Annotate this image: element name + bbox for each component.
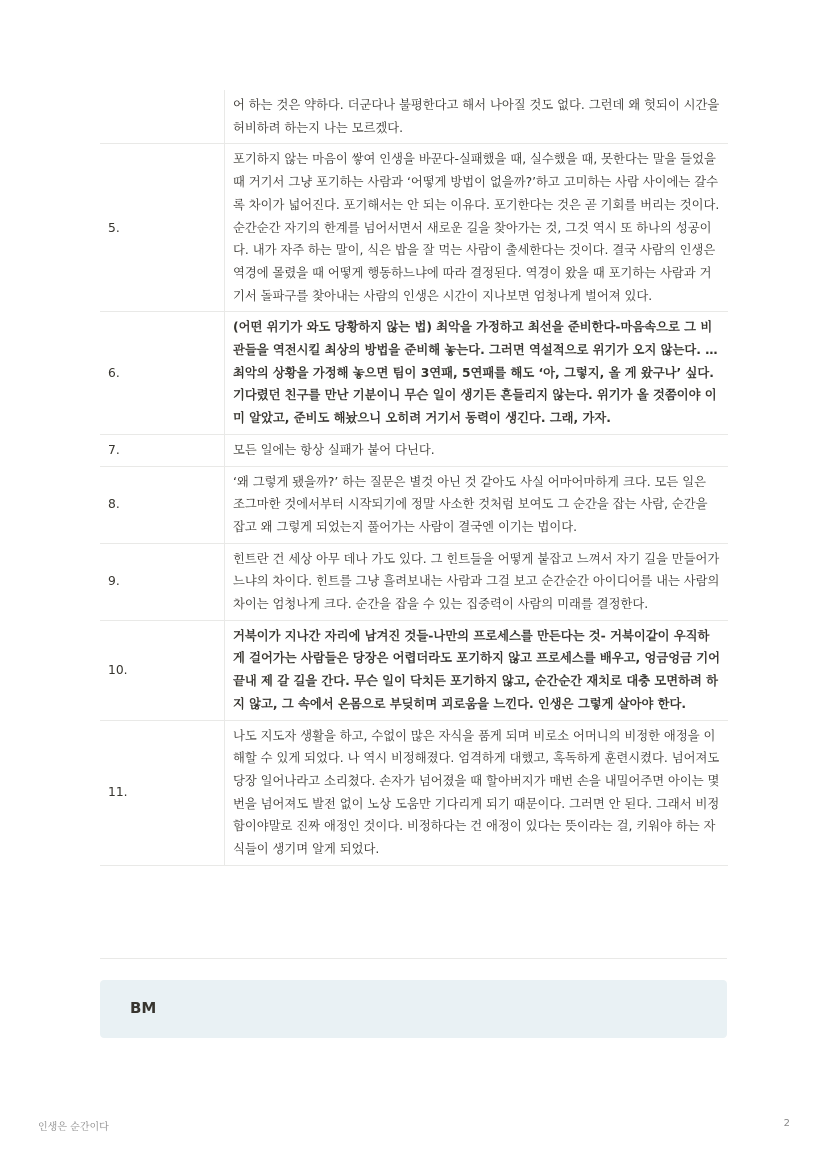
table-bottom-divider <box>100 958 727 959</box>
row-number <box>100 90 225 144</box>
table-row <box>100 543 728 620</box>
notes-table <box>100 90 728 866</box>
row-number: 7. <box>100 434 225 466</box>
table-row <box>100 720 728 865</box>
row-text: 모든 일에는 항상 실패가 붙어 다닌다. <box>225 434 729 466</box>
table-row <box>100 144 728 312</box>
row-number: 8. <box>100 466 225 543</box>
row-number: 6. <box>100 312 225 435</box>
row-text: 거북이가 지나간 자리에 남겨진 것들-나만의 프로세스를 만든다는 것- 거북이같이 우직하게 걸어가는 사람들은 당장은 어렵더라도 포기하지 않고 프로세스를 배우고, 엉금엉금 기어 끝내 제 갈 길을 간다. 무슨 일이 닥치든 포기하지 않고, 순간순간 재치로 대충 모면하려 하지 않고, 그 속에서 온몸으로 부딪히며 괴로움을 느낀다. 인생은 그렇게 살아야 한다. <box>225 620 729 720</box>
bm-callout <box>100 980 727 1038</box>
footer-doc-title: 인생은 순간이다 <box>38 1122 109 1133</box>
table-row <box>100 90 728 144</box>
table-row <box>100 620 728 720</box>
row-text: 힌트란 건 세상 아무 데나 가도 있다. 그 힌트들을 어떻게 붙잡고 느껴서 자기 길을 만들어가느냐의 차이다. 힌트를 그냥 흘려보내는 사람과 그걸 보고 순간순간 아이디어를 내는 사람의 차이는 엄청나게 크다. 순간을 잡을 수 있는 집중력이 사람의 미래를 결정한다. <box>225 543 729 620</box>
row-number: 11. <box>100 720 225 865</box>
row-number: 5. <box>100 144 225 312</box>
row-number: 10. <box>100 620 225 720</box>
row-text: 어 하는 것은 약하다. 더군다나 불평한다고 해서 나아질 것도 없다. 그런데 왜 헛되이 시간을 허비하려 하는지 나는 모르겠다. <box>225 90 729 144</box>
row-number: 9. <box>100 543 225 620</box>
callout-label: BM <box>130 999 157 1017</box>
table-row <box>100 466 728 543</box>
notes-table-container <box>100 90 727 866</box>
row-text: ‘왜 그렇게 됐을까?’ 하는 질문은 별것 아닌 것 같아도 사실 어마어마하게 크다. 모든 일은 조그마한 것에서부터 시작되기에 정말 사소한 것처럼 보여도 그 순간을 잡는 사람, 순간을 잡고 왜 그렇게 되었는지 풀어가는 사람이 결국엔 이기는 법이다. <box>225 466 729 543</box>
footer-page-number: 2 <box>783 1118 790 1129</box>
row-text: 나도 지도자 생활을 하고, 수없이 많은 자식을 품게 되며 비로소 어머니의 비정한 애정을 이해할 수 있게 되었다. 나 역시 비정해졌다. 엄격하게 대했고, 혹독하게 훈련시켰다. 넘어져도 당장 일어나라고 소리쳤다. 손자가 넘어졌을 때 할아버지가 매번 손을 내밀어주면 아이는 몇 번을 넘어져도 발전 없이 노상 도움만 기다리게 되기 때문이다. 그러면 안 된다. 그래서 비정함이야말로 진짜 애정인 것이다. 비정하다는 건 애정이 있다는 뜻이라는 걸, 키워야 하는 자식들이 생기며 알게 되었다. <box>225 720 729 865</box>
row-text: 포기하지 않는 마음이 쌓여 인생을 바꾼다-실패했을 때, 실수했을 때, 못한다는 말을 들었을 때 거기서 그냥 포기하는 사람과 ‘어떻게 방법이 없을까?’하고 고미하는 사람 사이에는 갈수록 차이가 넓어진다. 포기해서는 안 되는 이유다. 포기한다는 것은 곧 기회를 버리는 것이다. 순간순간 자기의 한계를 넘어서면서 새로운 길을 찾아가는 것, 그것 역시 또 하나의 성공이다. 내가 자주 하는 말이, 식은 밥을 잘 먹는 사람이 출세한다는 것이다. 결국 사람의 인생은 역경에 몰렸을 때 어떻게 행동하느냐에 따라 결정된다. 역경이 왔을 때 포기하는 사람과 거기서 돌파구를 찾아내는 사람의 인생은 시간이 지나보면 엄청나게 벌어져 있다. <box>225 144 729 312</box>
table-row <box>100 434 728 466</box>
table-row <box>100 312 728 435</box>
row-text: (어떤 위기가 와도 당황하지 않는 법) 최악을 가정하고 최선을 준비한다-마음속으로 그 비관들을 역전시킬 최상의 방법을 준비해 놓는다. 그러면 역설적으로 위기가 오지 않는다. … 최악의 상황을 가정해 놓으면 팀이 3연패, 5연패를 해도 ‘아, 그렇지, 올 게 왔구나’ 싶다. 기다렸던 친구를 만난 기분이니 무슨 일이 생기든 흔들리지 않는다. 위기가 올 것쯤이야 이미 알았고, 준비도 해놨으니 오히려 거기서 동력이 생긴다. 그래, 가자. <box>225 312 729 435</box>
